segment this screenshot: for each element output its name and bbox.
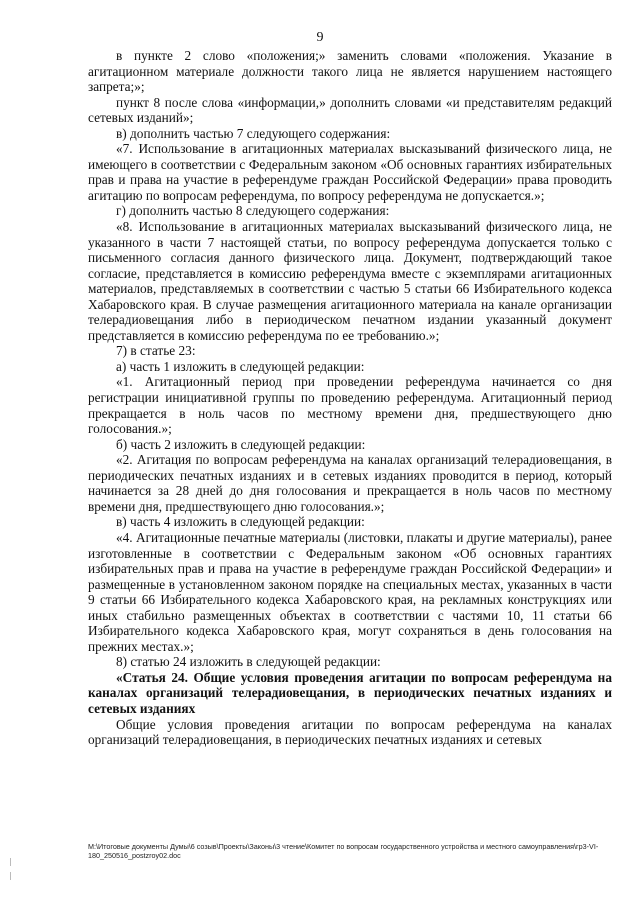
- paragraph-3: в) дополнить частью 7 следующего содержания:: [116, 125, 391, 141]
- page-number: 9: [316, 30, 324, 45]
- paragraph-4: «7. Использование в агитационных материалах высказываний физического лица, не имеющего в соответствии с Федеральным законом «Об основных гарантиях избирательных прав и права на участие в референдуме граждан Российской Федерации» права проводить агитацию по вопросам референдума, по вопросу референдума не допускается.»;: [88, 141, 612, 203]
- paragraph-6: «8. Использование в агитационных материалах высказываний физического лица, не указанного в части 7 настоящей статьи, по вопросу референдума допускается только с письменного согласия данного физического лица. Документ, подтверждающий такое согласие, представляется в комиссию референдума вместе с экземплярами агитационных материалов, представляемых в соответствии с частью 5 статьи 66 Избирательного кодекса Хабаровского края. В случае размещения агитационного материала на канале организации телерадиовещания либо в периодическом печатном издании указанный документ представляется в комиссию референдума по ее требованию.»;: [88, 219, 612, 343]
- paragraph-1: в пункте 2 слово «положения;» заменить словами «положения. Указание в агитационном материале должности такого лица не является нарушением настоящего запрета;»;: [88, 48, 612, 95]
- paragraph-14: 8) статью 24 изложить в следующей редакции:: [116, 654, 381, 670]
- paragraph-10: б) часть 2 изложить в следующей редакции:: [116, 436, 366, 452]
- paragraph-7: 7) в статье 23:: [116, 343, 196, 359]
- paragraph-2: пункт 8 после слова «информации,» дополнить словами «и представителям редакций сетевых изданий»;: [88, 94, 612, 126]
- paragraph-8: а) часть 1 изложить в следующей редакции:: [116, 358, 365, 374]
- article-heading: «Статья 24. Общие условия проведения агитации по вопросам референдума на каналах организаций телерадиовещания, в периодических печатных изданиях и сетевых изданиях: [88, 669, 612, 716]
- document-body: [88, 48, 612, 748]
- paragraph-12: в) часть 4 изложить в следующей редакции:: [116, 514, 365, 530]
- paragraph-13: «4. Агитационные печатные материалы (листовки, плакаты и другие материалы), ранее изготовленные в соответствии с Федеральным законом «Об основных гарантиях избирательных прав и права на участие в референдуме граждан Российской Федерации» и размещенные в установленном законом порядке на специальных местах, указанных в части 9 статьи 66 Избирательного кодекса Хабаровского края, на рекламных конструкциях или иных стабильно размещенных объектах в соответствии с частями 10, 11 статьи 66 Избирательного кодекса Хабаровского края, могут сохраняться в день голосования на прежних местах.»;: [88, 529, 612, 654]
- paragraph-5: г) дополнить частью 8 следующего содержания:: [116, 203, 390, 219]
- paragraph-16: Общие условия проведения агитации по вопросам референдума на каналах организаций телерадиовещания, в периодических печатных изданиях и сетевых: [88, 716, 612, 748]
- margin-mark: [10, 872, 11, 880]
- paragraph-11: «2. Агитация по вопросам референдума на каналах организаций телерадиовещания, в периодических печатных изданиях и в сетевых изданиях проводится в период, который начинается за 28 дней до дня голосования и прекращается в ноль часов по местному времени дня, предшествующего дню голосования.»;: [88, 452, 612, 514]
- paragraph-9: «1. Агитационный период при проведении референдума начинается со дня регистрации инициативной группы по проведению референдума. Агитационный период прекращается в ноль часов по местному времени дня, предшествующего дню голосования.»;: [88, 374, 612, 437]
- file-path-footer: M:\Итоговые документы Думы\6 созыв\Проекты\Законы\3 чтение\Комитет по вопросам государственного устройства и местного самоуправления\гр3-VI-180_250516_postzroy02.doc: [88, 842, 599, 860]
- margin-mark: [10, 858, 11, 866]
